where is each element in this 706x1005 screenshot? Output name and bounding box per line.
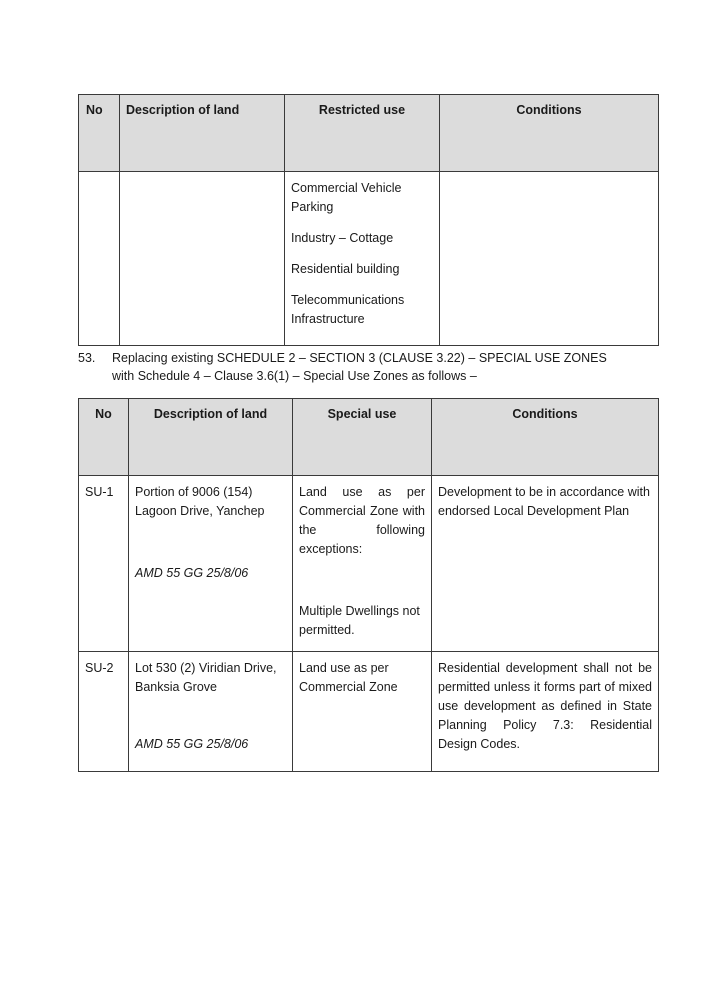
cell-conditions [432,476,659,652]
cell-restricted-uses [285,172,440,346]
cell-description [129,476,293,652]
cell-description [120,172,285,346]
header-no: No [79,399,129,476]
table-row [79,172,659,346]
header-conditions: Conditions [440,95,659,172]
header-special-use: Special use [293,399,432,476]
description-text: Portion of 9006 (154) Lagoon Drive, Yanchep [135,485,265,518]
cell-description [129,652,293,772]
list-item: Industry – Cottage [291,231,394,245]
cell-no: SU-2 [79,652,129,772]
list-item: Residential building [291,262,400,276]
header-no: No [79,95,120,172]
table-row [79,476,659,652]
special-use-text: Land use as per Commercial Zone [299,661,398,694]
amendment-reference: AMD 55 GG 25/8/06 [135,737,249,751]
description-text: Lot 530 (2) Viridian Drive, Banksia Grove [135,661,277,694]
list-item: Telecommunications Infrastructure [291,293,405,326]
special-use-text: Land use as per Commercial Zone with the following exceptions: [299,485,425,556]
cell-no [79,172,120,346]
special-use-note: Multiple Dwellings not permitted. [299,604,420,637]
special-use-zones-table [78,398,659,772]
table-row [79,652,659,772]
cell-special-use [293,476,432,652]
amendment-reference: AMD 55 GG 25/8/06 [135,566,249,580]
table-header-row [79,95,659,172]
conditions-text: Development to be in accordance with endorsed Local Development Plan [438,485,650,518]
restricted-use-table [78,94,659,346]
table-header-row [79,399,659,476]
paragraph-text: Replacing existing SCHEDULE 2 – SECTION 3 (CLAUSE 3.22) – SPECIAL USE ZONES with Schedule 4 – Clause 3.6(1) – Special Use Zones as follows – [112,351,607,383]
header-conditions: Conditions [432,399,659,476]
cell-special-use [293,652,432,772]
conditions-text: Residential development shall not be permitted unless it forms part of mixed use development as defined in State Planning Policy 7.3: Residential Design Codes. [438,661,652,751]
header-restricted-use: Restricted use [285,95,440,172]
cell-conditions [440,172,659,346]
cell-conditions [432,652,659,772]
cell-no: SU-1 [79,476,129,652]
list-item: Commercial Vehicle Parking [291,181,402,214]
header-description: Description of land [120,95,285,172]
header-description: Description of land [129,399,293,476]
paragraph-number: 53. [78,351,96,365]
